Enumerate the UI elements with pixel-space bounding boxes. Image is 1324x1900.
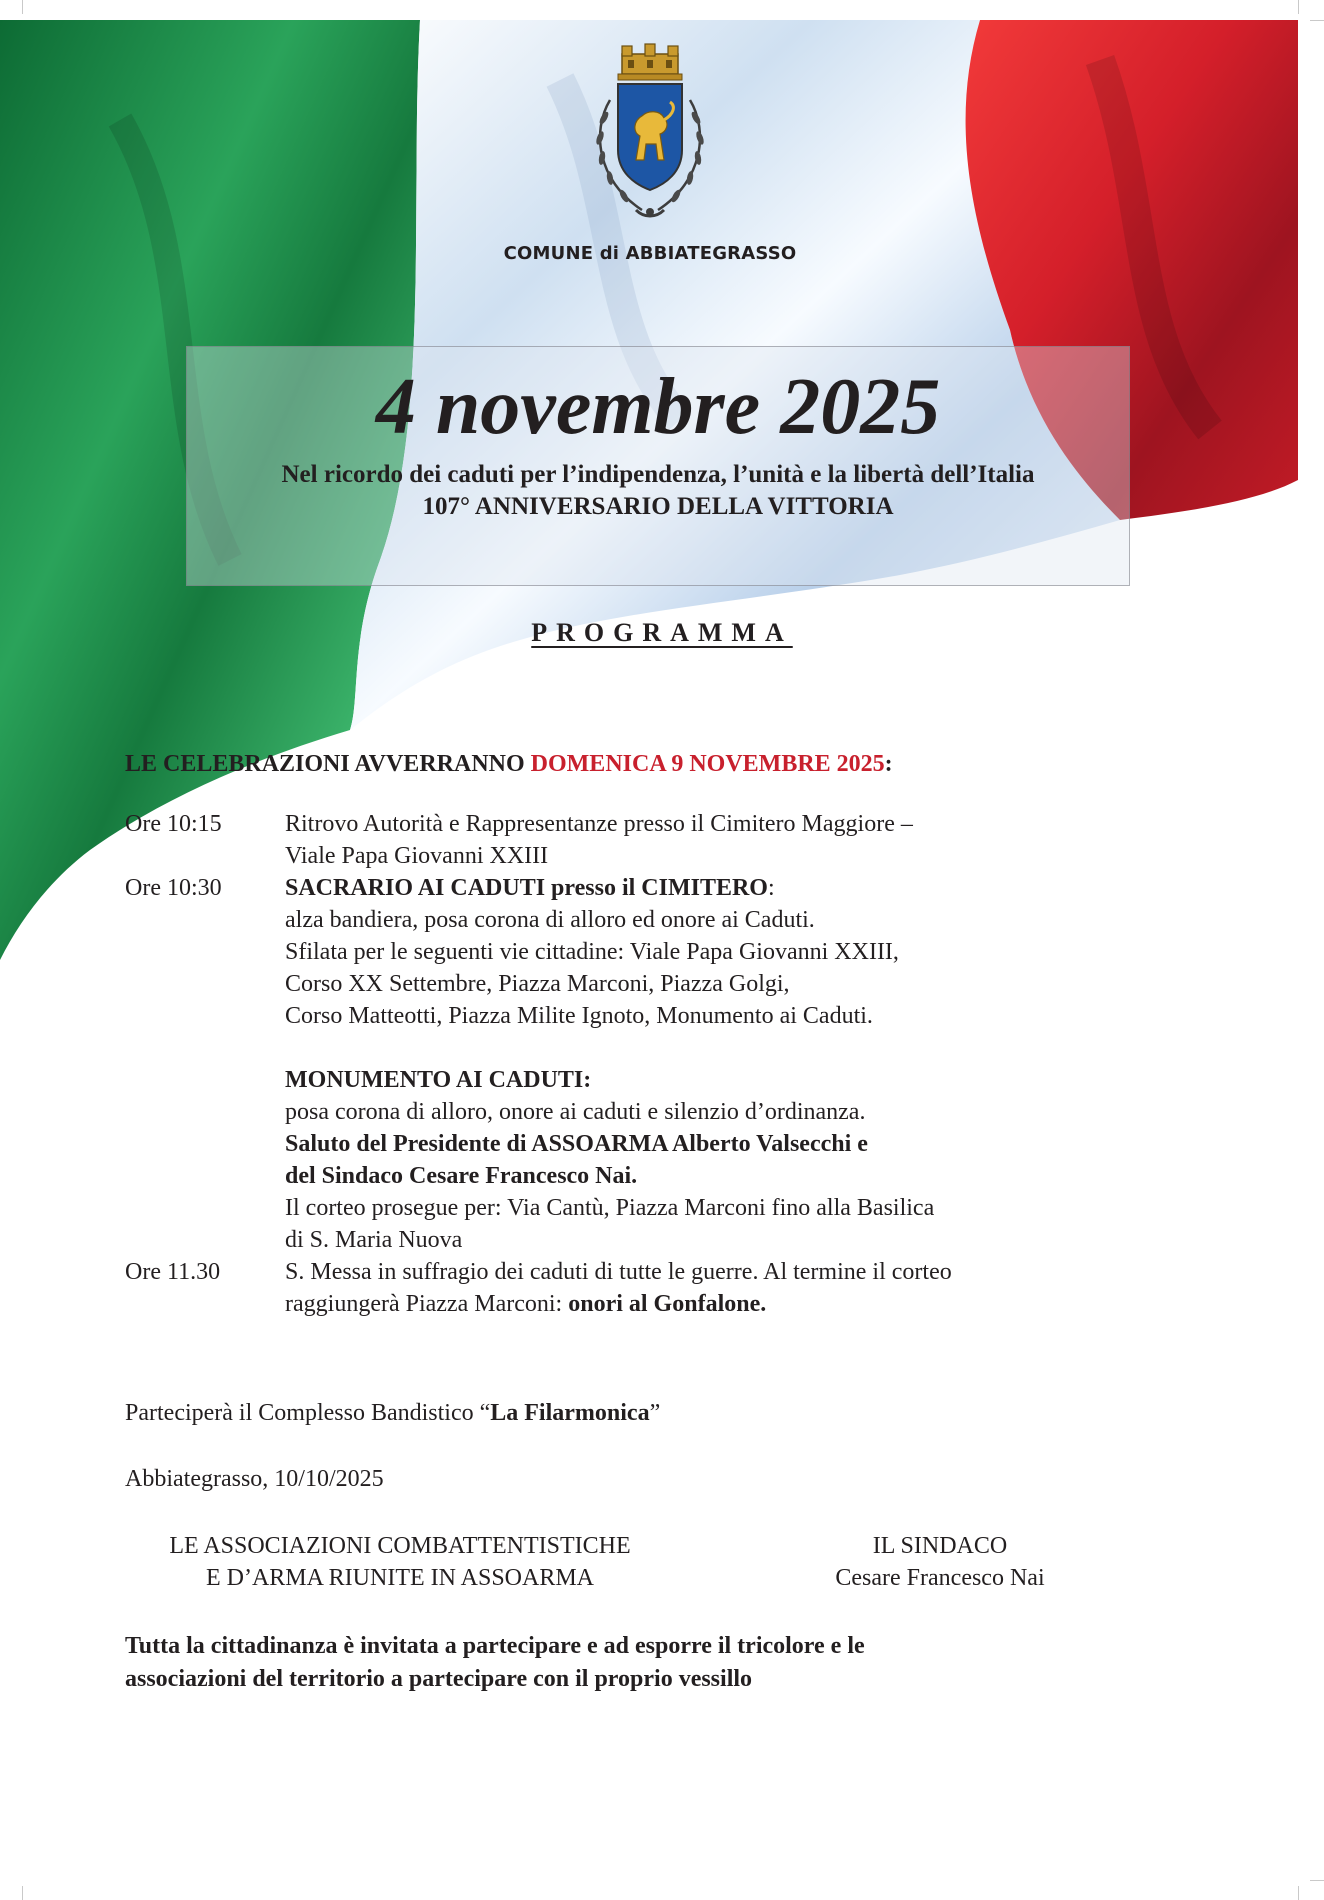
closing-invitation <box>125 1630 1135 1696</box>
signature-line: Cesare Francesco Nai <box>835 1565 1045 1591</box>
anniversary-heading: 107° ANNIVERSARIO DELLA VITTORIA <box>422 493 894 520</box>
band-suffix: ” <box>649 1400 661 1426</box>
crop-mark <box>1298 1886 1299 1900</box>
heading-suffix: : <box>767 875 775 901</box>
programma-label: PROGRAMMA <box>531 618 793 647</box>
schedule-line-bold: Saluto del Presidente di ASSOARMA Alberto Valsecchi e <box>285 1131 868 1157</box>
schedule-line-bold: del Sindaco Cesare Francesco Nai. <box>285 1163 638 1189</box>
schedule-line: alza bandiera, posa corona di alloro ed onore ai Caduti. <box>285 907 815 933</box>
line-prefix: raggiungerà Piazza Marconi: <box>285 1291 569 1317</box>
schedule-body <box>285 872 1105 1032</box>
closing-line: associazioni del territorio a partecipare con il proprio vessillo <box>125 1666 753 1692</box>
crop-mark <box>1310 1880 1324 1881</box>
schedule-time: Ore 11.30 <box>125 1259 221 1285</box>
band-name: La Filarmonica <box>490 1400 650 1426</box>
place-date: Abbiategrasso, 10/10/2025 <box>125 1466 384 1492</box>
closing-line: Tutta la cittadinanza è invitata a partecipare e ad esporre il tricolore e le <box>125 1633 865 1659</box>
schedule-item <box>125 808 1125 872</box>
signature-line: LE ASSOCIAZIONI COMBATTENTISTICHE <box>169 1533 631 1559</box>
line-bold: onori al Gonfalone. <box>568 1291 767 1317</box>
intro-date: DOMENICA 9 NOVEMBRE 2025 <box>530 751 885 777</box>
comune-name: COMUNE di ABBIATEGRASSO <box>503 243 797 264</box>
page-title: 4 novembre 2025 <box>375 363 941 451</box>
signature-line: E D’ARMA RIUNITE IN ASSOARMA <box>205 1565 595 1591</box>
schedule-item <box>125 1256 1125 1320</box>
band-participation <box>125 1400 660 1427</box>
schedule-line: di S. Maria Nuova <box>285 1227 463 1253</box>
programma-heading <box>0 618 1324 648</box>
schedule-line: Corso XX Settembre, Piazza Marconi, Piazza Golgi, <box>285 971 790 997</box>
monumento-heading: MONUMENTO AI CADUTI: <box>285 1067 592 1093</box>
subtitle: Nel ricordo dei caduti per l’indipendenza, l’unità e la libertà dell’Italia <box>281 461 1035 488</box>
program-content <box>125 748 1125 1320</box>
schedule-line: S. Messa in suffragio dei caduti di tutte le guerre. Al termine il corteo <box>285 1259 952 1285</box>
schedule-body <box>285 1064 1105 1256</box>
schedule-line: Corso Matteotti, Piazza Milite Ignoto, Monumento ai Caduti. <box>285 1003 873 1029</box>
crop-mark <box>22 1886 23 1900</box>
intro-suffix: : <box>884 751 893 777</box>
crop-mark <box>22 0 23 14</box>
schedule-item <box>125 1064 1125 1256</box>
title-box <box>186 346 1130 586</box>
schedule-body <box>285 1256 1105 1320</box>
schedule-line: Sfilata per le seguenti vie cittadine: Viale Papa Giovanni XXIII, <box>285 939 899 965</box>
band-prefix: Parteciperà il Complesso Bandistico “ <box>125 1400 491 1426</box>
schedule-body <box>285 808 1105 872</box>
schedule-line: Ritrovo Autorità e Rappresentanze presso il Cimitero Maggiore – <box>285 811 913 837</box>
celebration-intro <box>125 748 1125 780</box>
schedule-line: Viale Papa Giovanni XXIII <box>285 843 549 869</box>
schedule-line: Il corteo prosegue per: Via Cantù, Piazza Marconi fino alla Basilica <box>285 1195 935 1221</box>
schedule-heading <box>285 872 1105 904</box>
signature-associations <box>125 1530 675 1594</box>
schedule-line: posa corona di alloro, onore ai caduti e silenzio d’ordinanza. <box>285 1099 866 1125</box>
crop-mark <box>1298 0 1299 14</box>
sacrario-heading: SACRARIO AI CADUTI presso il CIMITERO <box>285 875 768 901</box>
crop-mark <box>1310 20 1324 21</box>
schedule-time: Ore 10:15 <box>125 811 222 837</box>
schedule-line <box>285 1288 1105 1320</box>
intro-prefix: LE CELEBRAZIONI AVVERRANNO <box>125 751 531 777</box>
schedule <box>125 808 1125 1320</box>
coat-of-arms-icon <box>570 40 730 230</box>
schedule-item <box>125 872 1125 1032</box>
signature-mayor <box>790 1530 1090 1594</box>
schedule-time: Ore 10:30 <box>125 875 222 901</box>
signature-line: IL SINDACO <box>872 1533 1008 1559</box>
